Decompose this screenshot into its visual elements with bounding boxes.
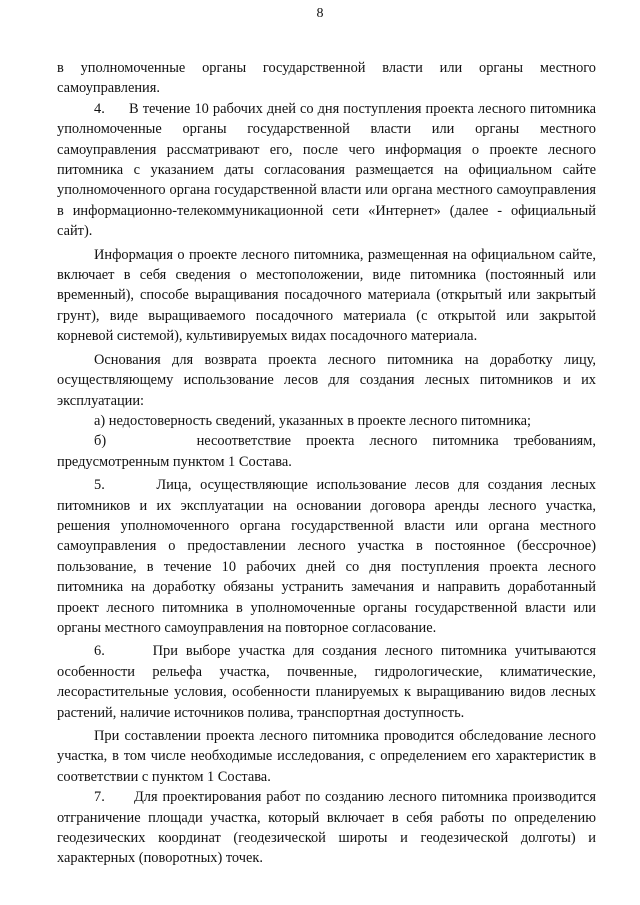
paragraph-item-5: 5. Лица, осуществляющие использование лесов для создания лесных питомников и их эксплуатации на основании договора аренды лесного участка, решения уполномоченного органа государственной власти или органа местного самоуправления о предоставлении лесного участка в постоянное (бессрочное) пользование, в течение 10 рабочих дней со дня поступления проекта лесного питомника на доработку обязаны устранить замечания и направить доработанный проект лесного питомника в уполномоченные органы государственной власти или органы местного самоуправления на повторное согласование. — [57, 477, 596, 636]
paragraph-item-4: 4. В течение 10 рабочих дней со дня поступления проекта лесного питомника уполномоченные органы государственной власти или органы местного самоуправления рассматривают его, после чего информация о проекте лесного питомника с указанием даты согласования размещается на официальном сайте уполномоченного органа государственной власти или органа местного самоуправления в информационно-телекоммуникационной сети «Интернет» (далее - официальный сайт). — [57, 100, 596, 240]
paragraph-item-6: 6. При выборе участка для создания лесного питомника учитываются особенности рельефа участка, почвенные, гидрологические, климатические, лесорастительные условия, особенности планируемых к выращиванию видов лесных растений, наличие источников полива, транспортная доступность. — [57, 643, 596, 721]
page-number: 8 — [316, 6, 324, 21]
paragraph-subitem-a: а) недостоверность сведений, указанных в проекте лесного питомника; — [94, 412, 531, 429]
paragraph-item-7: 7. Для проектирования работ по созданию лесного питомника производится отграничение площади участка, который включает в себя работы по определению геодезических координат (геодезической широты и геодезической долготы) и характерных (поворотных) точек. — [57, 789, 596, 867]
paragraph-official-site-info: Информация о проекте лесного питомника, размещенная на официальном сайте, включает в себя сведения о местоположении, виде питомника (постоянный или временный), способе выращивания посадочного материала (открытый или закрытый грунт), виде выращиваемого посадочного материала (с открытой или закрытой корневой системой), культивируемых видах посадочного материала. — [57, 246, 596, 345]
paragraph-return-grounds: Основания для возврата проекта лесного питомника на доработку лицу, осуществляющему использование лесов для создания лесных питомников и их эксплуатации: — [57, 351, 596, 409]
document-body — [57, 58, 596, 869]
paragraph-subitem-b: б) несоответствие проекта лесного питомника требованиям, предусмотренным пунктом 1 Состава. — [57, 433, 596, 470]
paragraph-continuation: в уполномоченные органы государственной власти или органы местного самоуправления. — [57, 60, 596, 97]
paragraph-survey: При составлении проекта лесного питомника проводится обследование лесного участка, в том числе необходимые исследования, с определением его характеристик в соответствии с пунктом 1 Состава. — [57, 728, 596, 785]
